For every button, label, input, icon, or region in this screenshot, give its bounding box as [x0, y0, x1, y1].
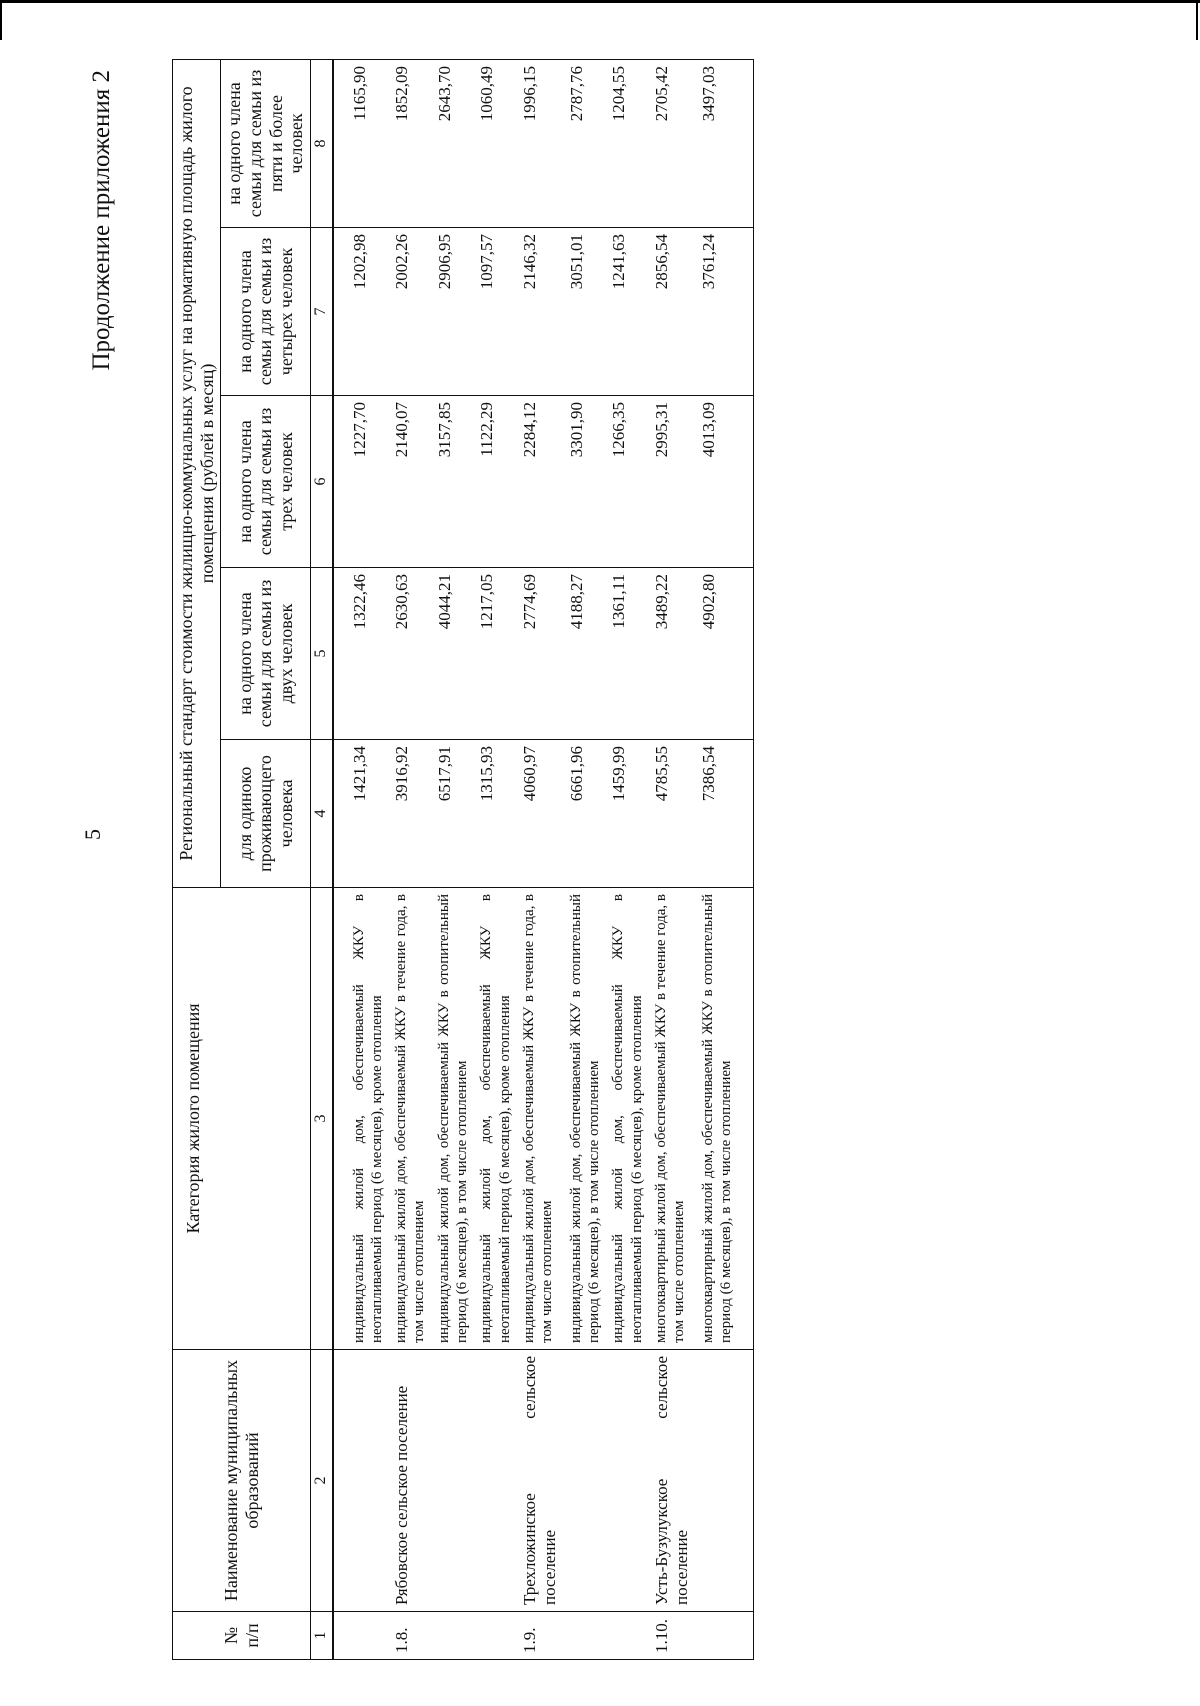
- cost-value-col-8: 2643,70: [432, 59, 475, 227]
- municipality-name: Усть-Бузулукское сельское поселение: [649, 1350, 696, 1612]
- header-category: Категория жилого помещения: [173, 888, 311, 1350]
- cost-value-col-4: 6517,91: [432, 740, 475, 888]
- cost-value-col-5: 4902,80: [696, 568, 754, 740]
- table-row: [649, 59, 696, 1659]
- page-number: 5: [80, 829, 105, 840]
- scan-edge-top: [0, 0, 1200, 3]
- cost-value-col-8: 2787,76: [564, 59, 607, 227]
- row-number: [432, 1612, 475, 1660]
- cost-value-col-8: 3497,03: [696, 59, 754, 227]
- header-standard-group: Региональный стандарт стоимости жилищно-коммунальных услуг на нормативную площадь жилого помещения (рублей в месяц): [173, 59, 221, 887]
- cost-value-col-4: 3916,92: [389, 740, 432, 888]
- table-row: [474, 59, 517, 1659]
- col-number: 5: [311, 568, 333, 740]
- municipality-name: [696, 1350, 754, 1612]
- municipality-name: [564, 1350, 607, 1612]
- table-row: [606, 59, 649, 1659]
- cost-value-col-6: 3157,85: [432, 396, 475, 568]
- row-number: 1.9.: [517, 1612, 564, 1660]
- cost-value-col-5: 2774,69: [517, 568, 564, 740]
- cost-value-col-6: 3301,90: [564, 396, 607, 568]
- cost-value-col-7: 2146,32: [517, 228, 564, 396]
- col-number: 4: [311, 740, 333, 888]
- table-row: [696, 59, 754, 1659]
- cost-value-col-5: 3489,22: [649, 568, 696, 740]
- col-number: 8: [311, 59, 333, 227]
- housing-category: индивидуальный жилой дом, обеспечиваемый ЖКУ в отопительный период (6 месяцев), в том числе отоплением: [564, 888, 607, 1350]
- cost-value-col-6: 1266,35: [606, 396, 649, 568]
- scan-edge-left: [0, 0, 2, 40]
- cost-value-col-4: 1315,93: [474, 740, 517, 888]
- table-body: [333, 59, 754, 1659]
- municipality-name: [606, 1350, 649, 1612]
- housing-category: индивидуальный жилой дом, обеспечиваемый ЖКУ в неотапливаемый период (6 месяцев), кроме отопления: [606, 888, 649, 1350]
- cost-value-col-8: 1165,90: [333, 59, 390, 227]
- municipality-name: Трехложинское сельское поселение: [517, 1350, 564, 1612]
- table-row: [517, 59, 564, 1659]
- header-sub-4: на одного члена семьи для семьи из четырех человек: [221, 228, 311, 396]
- cost-value-col-7: 2906,95: [432, 228, 475, 396]
- municipality-name: Рябовское сельское поселение: [389, 1350, 432, 1612]
- header-sub-1: для одиноко проживающего человека: [221, 740, 311, 888]
- col-number: 3: [311, 888, 333, 1350]
- cost-value-col-4: 6661,96: [564, 740, 607, 888]
- table-row: [432, 59, 475, 1659]
- row-number: [696, 1612, 754, 1660]
- housing-category: индивидуальный жилой дом, обеспечиваемый ЖКУ в неотапливаемый период (6 месяцев), кроме отопления: [333, 888, 390, 1350]
- cost-value-col-6: 1122,29: [474, 396, 517, 568]
- cost-value-col-6: 4013,09: [696, 396, 754, 568]
- cost-value-col-5: 2630,63: [389, 568, 432, 740]
- cost-value-col-6: 2284,12: [517, 396, 564, 568]
- cost-value-col-7: 1202,98: [333, 228, 390, 396]
- cost-value-col-6: 2140,07: [389, 396, 432, 568]
- cost-value-col-6: 1227,70: [333, 396, 390, 568]
- housing-category: индивидуальный жилой дом, обеспечиваемый ЖКУ в отопительный период (6 месяцев), в том числе отоплением: [432, 888, 475, 1350]
- cost-value-col-8: 1204,55: [606, 59, 649, 227]
- cost-value-col-5: 4188,27: [564, 568, 607, 740]
- header-sub-3: на одного члена семьи для семьи из трех человек: [221, 396, 311, 568]
- cost-value-col-8: 1996,15: [517, 59, 564, 227]
- row-number: [333, 1612, 390, 1660]
- cost-value-col-4: 4785,55: [649, 740, 696, 888]
- housing-category: многоквартирный жилой дом, обеспечиваемый ЖКУ в отопительный период (6 месяцев), в том числе отоплением: [696, 888, 754, 1350]
- scan-edge-right: [1196, 0, 1198, 40]
- cost-value-col-7: 1241,63: [606, 228, 649, 396]
- cost-value-col-7: 3761,24: [696, 228, 754, 396]
- municipality-name: [474, 1350, 517, 1612]
- table-row: [564, 59, 607, 1659]
- table-row: [333, 59, 390, 1659]
- cost-value-col-7: 1097,57: [474, 228, 517, 396]
- housing-category: индивидуальный жилой дом, обеспечиваемый ЖКУ в течение года, в том числе отоплением: [517, 888, 564, 1350]
- cost-value-col-6: 2995,31: [649, 396, 696, 568]
- cost-value-col-5: 4044,21: [432, 568, 475, 740]
- cost-value-col-4: 4060,97: [517, 740, 564, 888]
- cost-value-col-4: 7386,54: [696, 740, 754, 888]
- table-row: [389, 59, 432, 1659]
- cost-value-col-8: 1060,49: [474, 59, 517, 227]
- row-number: 1.10.: [649, 1612, 696, 1660]
- header-sub-5: на одного члена семьи для семьи из пяти и более человек: [221, 59, 311, 227]
- cost-value-col-7: 3051,01: [564, 228, 607, 396]
- municipality-name: [432, 1350, 475, 1612]
- housing-category: многоквартирный жилой дом, обеспечиваемый ЖКУ в течение года, в том числе отоплением: [649, 888, 696, 1350]
- header-num: № п/п: [173, 1612, 311, 1660]
- continuation-title: Продолжение приложения 2: [88, 70, 115, 371]
- housing-cost-table: [172, 59, 754, 1660]
- cost-value-col-7: 2002,26: [389, 228, 432, 396]
- cost-value-col-5: 1361,11: [606, 568, 649, 740]
- row-number: [474, 1612, 517, 1660]
- rotated-landscape-sheet: [80, 60, 1100, 1660]
- col-number: 6: [311, 396, 333, 568]
- column-number-row: [311, 59, 333, 1659]
- cost-value-col-4: 1421,34: [333, 740, 390, 888]
- header-sub-2: на одного члена семьи для семьи из двух человек: [221, 568, 311, 740]
- municipality-name: [333, 1350, 390, 1612]
- header-name: Наименование муниципальных образований: [173, 1350, 311, 1612]
- col-number: 1: [311, 1612, 333, 1660]
- row-number: 1.8.: [389, 1612, 432, 1660]
- cost-value-col-8: 1852,09: [389, 59, 432, 227]
- cost-value-col-5: 1217,05: [474, 568, 517, 740]
- cost-value-col-5: 1322,46: [333, 568, 390, 740]
- col-number: 7: [311, 228, 333, 396]
- housing-category: индивидуальный жилой дом, обеспечиваемый ЖКУ в неотапливаемый период (6 месяцев), кроме отопления: [474, 888, 517, 1350]
- housing-category: индивидуальный жилой дом, обеспечиваемый ЖКУ в течение года, в том числе отоплением: [389, 888, 432, 1350]
- col-number: 2: [311, 1350, 333, 1612]
- cost-value-col-8: 2705,42: [649, 59, 696, 227]
- row-number: [564, 1612, 607, 1660]
- row-number: [606, 1612, 649, 1660]
- cost-value-col-4: 1459,99: [606, 740, 649, 888]
- cost-value-col-7: 2856,54: [649, 228, 696, 396]
